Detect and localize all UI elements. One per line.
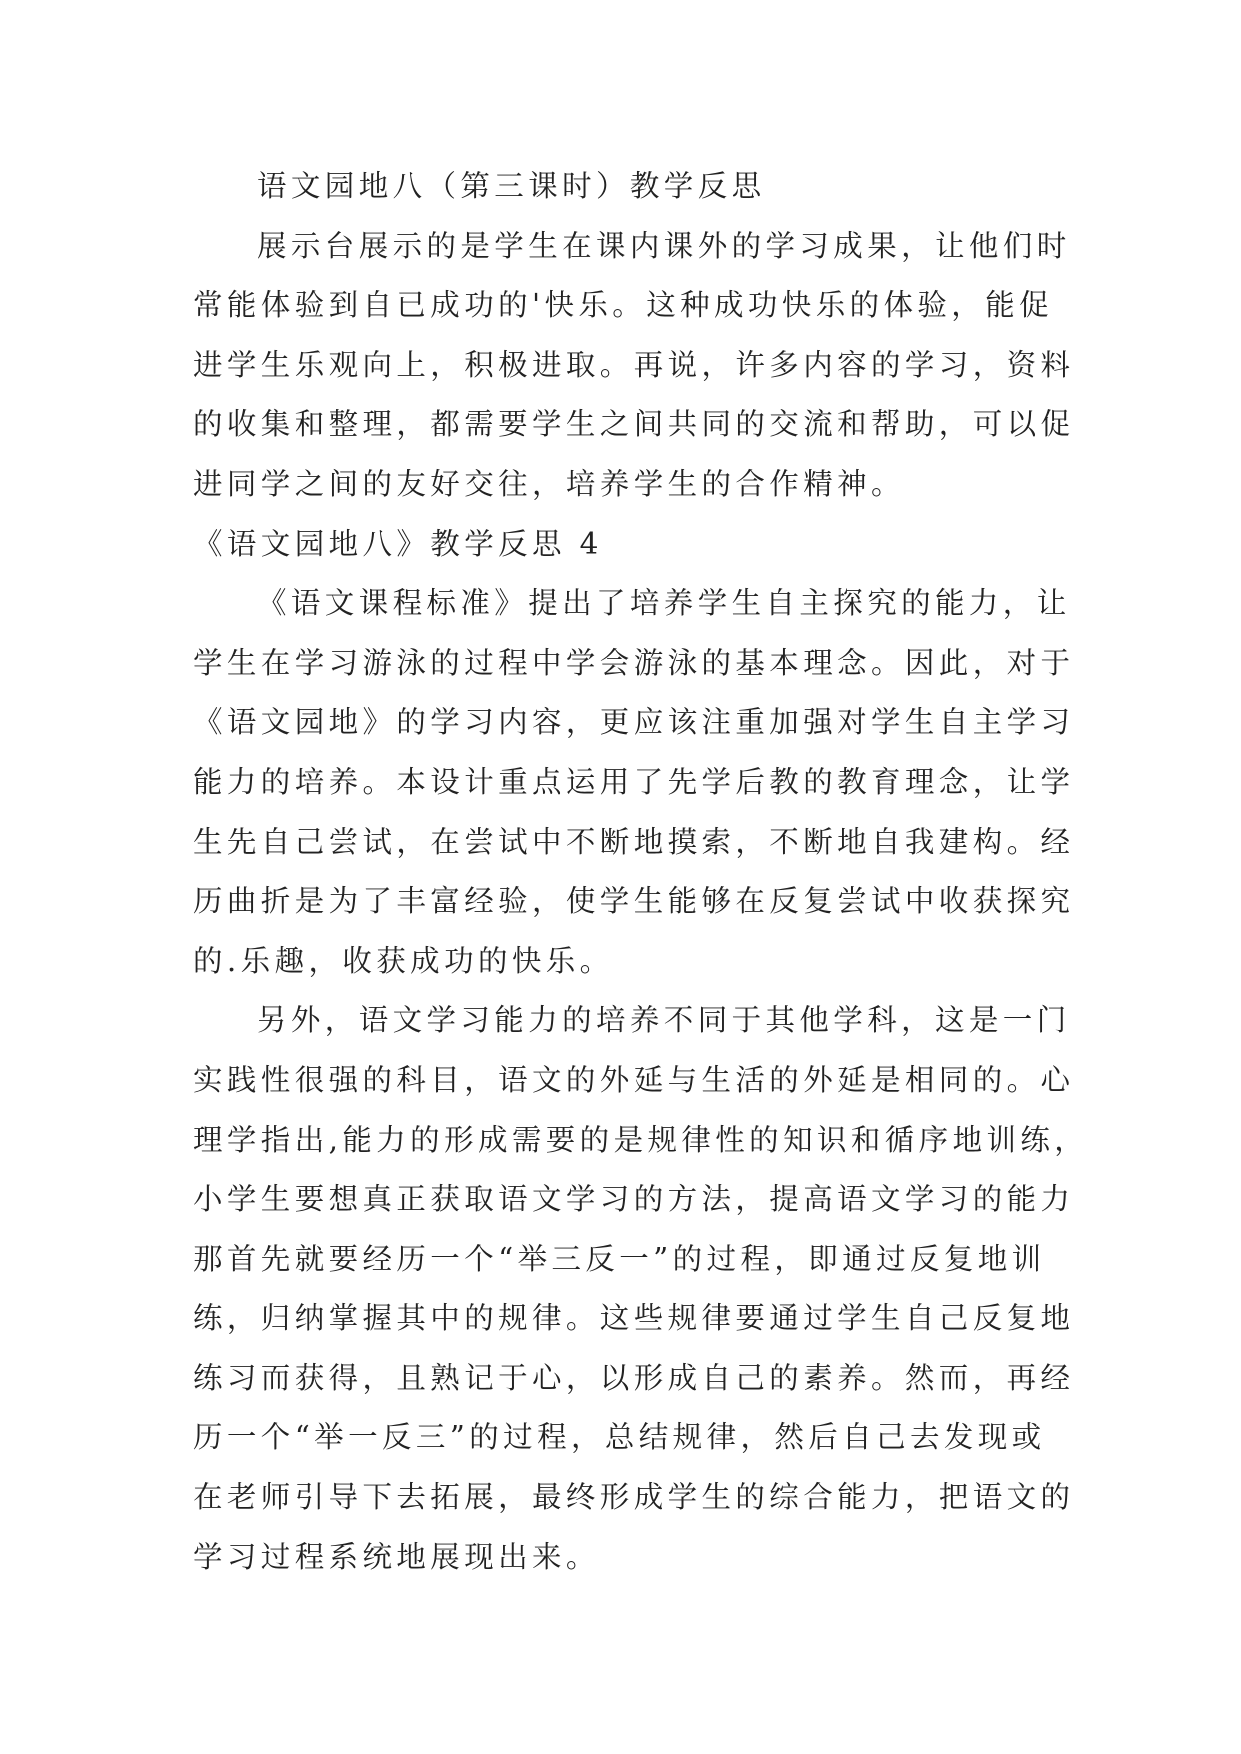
text-line: 小学生要想真正获取语文学习的方法，提高语文学习的能力 <box>193 1182 1075 1217</box>
text-line: 另外，语文学习能力的培养不同于其他学科，这是一门 <box>257 1003 1071 1038</box>
text-line: 能力的培养。本设计重点运用了先学后教的教育理念，让学 <box>193 764 1075 799</box>
text-line: 生先自己尝试，在尝试中不断地摸索，不断地自我建构。经 <box>193 824 1075 859</box>
text-line: 练习而获得，且熟记于心，以形成自己的素养。然而，再经 <box>193 1360 1075 1395</box>
text-line: 历一个“举一反三”的过程，总结规律，然后自己去发现或 <box>193 1420 1046 1455</box>
text-line: 《语文课程标准》提出了培养学生自主探究的能力，让 <box>257 586 1071 621</box>
text-line: 进同学之间的友好交往，培养学生的合作精神。 <box>193 466 905 501</box>
text-line: 展示台展示的是学生在课内课外的学习成果，让他们时 <box>257 228 1071 263</box>
paragraph <box>193 217 1075 515</box>
text-line: 学习过程系统地展现出来。 <box>193 1539 600 1574</box>
text-line: 实践性很强的科目，语文的外延与生活的外延是相同的。心 <box>193 1062 1075 1097</box>
text-line: 常能体验到自已成功的'快乐。这种成功快乐的体验，能促 <box>193 288 1054 323</box>
section-title: 语文园地八（第三课时）教学反思 <box>257 169 766 203</box>
document-body <box>193 157 1089 1587</box>
text-line: 进学生乐观向上，积极进取。再说，许多内容的学习，资料 <box>193 347 1075 382</box>
text-line: 在老师引导下去拓展，最终形成学生的综合能力，把语文的 <box>193 1480 1075 1515</box>
paragraph <box>193 574 1075 991</box>
section-title: 《语文园地八》教学反思 4 <box>193 526 603 561</box>
text-line: 《语文园地》的学习内容，更应该注重加强对学生自主学习 <box>193 705 1075 740</box>
text-line: 历曲折是为了丰富经验，使学生能够在反复尝试中收获探究 <box>193 884 1075 919</box>
text-line: 练，归纳掌握其中的规律。这些规律要通过学生自己反复地 <box>193 1301 1075 1336</box>
paragraph <box>193 991 1089 1587</box>
text-line: 学生在学习游泳的过程中学会游泳的基本理念。因此，对于 <box>193 645 1075 680</box>
text-line: 的.乐趣，收获成功的快乐。 <box>193 943 614 978</box>
text-line: 那首先就要经历一个“举三反一”的过程，即通过反复地训 <box>193 1241 1046 1276</box>
text-line: 的收集和整理，都需要学生之间共同的交流和帮助，可以促 <box>193 407 1075 442</box>
text-line: 理学指出,能力的形成需要的是规律性的知识和循序地训练， <box>193 1122 1089 1157</box>
